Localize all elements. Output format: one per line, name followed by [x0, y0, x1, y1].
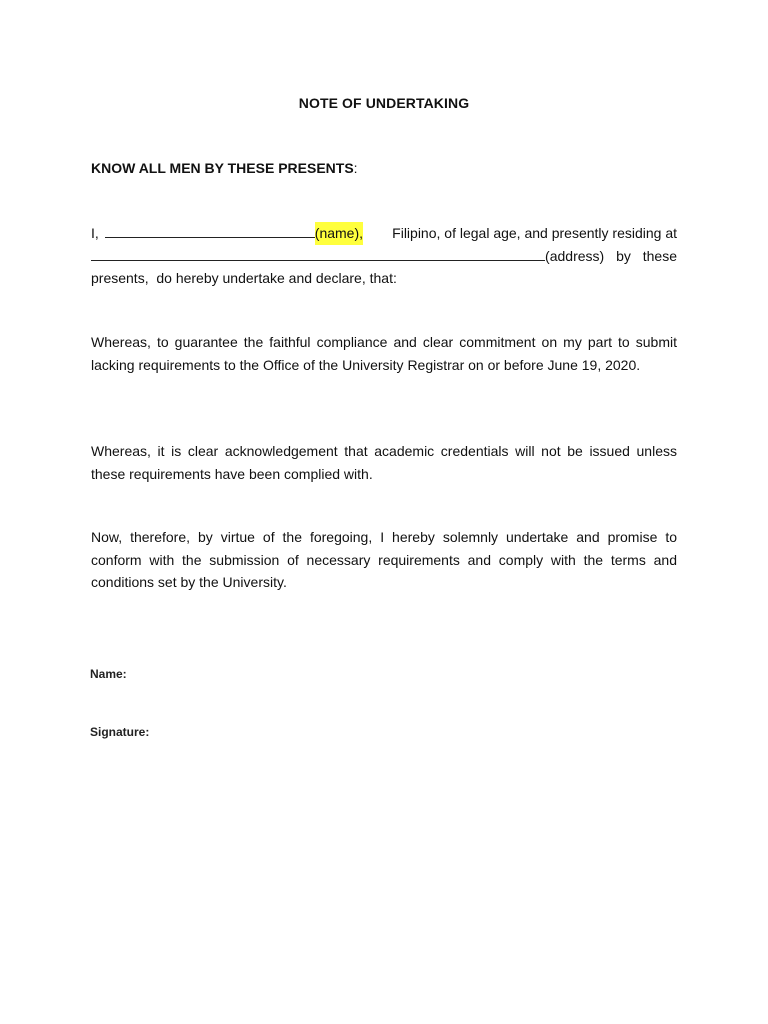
name-label: Name:	[90, 667, 127, 681]
name-placeholder: (name),	[315, 222, 363, 245]
declaration-line-1-rest: Filipino, of legal age, and presently residing at	[392, 225, 677, 241]
document-heading	[91, 160, 358, 176]
pronoun-i: I,	[91, 225, 99, 241]
whereas-paragraph-2: Whereas, it is clear acknowledgement that academic credentials will not be issued unless these requirements have been complied with.	[91, 443, 677, 482]
signature-label: Signature:	[90, 725, 150, 739]
whereas-paragraph-1: Whereas, to guarantee the faithful compliance and clear commitment on my part to submit lacking requirements to the Office of the University Registrar on or before June 19, 2020.	[91, 334, 677, 373]
therefore-paragraph: Now, therefore, by virtue of the foregoing, I hereby solemnly undertake and promise to conform with the submission of necessary requirements and comply with the terms and conditions set by the University.	[91, 529, 677, 590]
document-title: NOTE OF UNDERTAKING	[298, 95, 470, 111]
declaration-line-1	[91, 222, 677, 245]
name-blank-line	[105, 225, 315, 238]
declaration-paragraph	[91, 222, 677, 290]
declaration-line-3: presents, do hereby undertake and declare, that:	[91, 270, 397, 286]
declaration-line-2	[91, 245, 677, 268]
address-blank-line	[91, 248, 545, 261]
heading-text: KNOW ALL MEN BY THESE PRESENTS	[91, 160, 354, 176]
heading-colon: :	[353, 160, 358, 176]
address-placeholder: (address) by these	[545, 247, 677, 264]
